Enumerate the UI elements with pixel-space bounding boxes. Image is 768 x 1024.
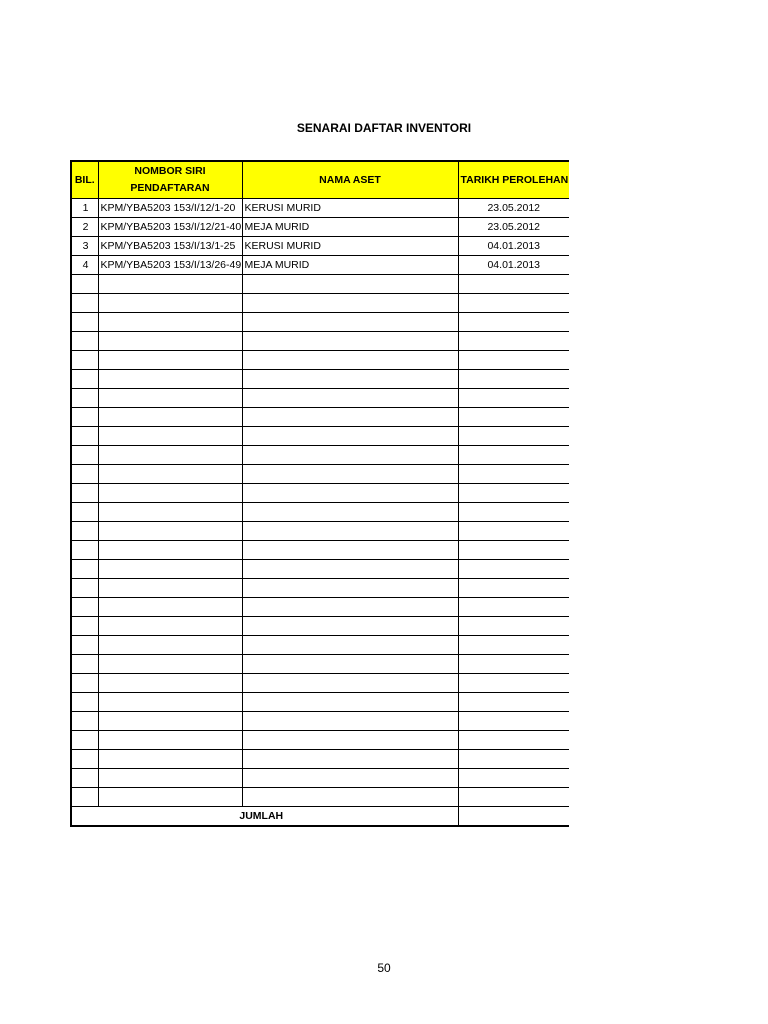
cell-tarikh (458, 275, 569, 294)
cell-tarikh (458, 332, 569, 351)
cell-bil (71, 446, 98, 465)
cell-tarikh (458, 522, 569, 541)
cell-nombor-siri (98, 788, 242, 807)
cell-bil (71, 617, 98, 636)
cell-tarikh (458, 598, 569, 617)
table-row (71, 674, 569, 693)
cell-nama-aset (242, 313, 458, 332)
column-header-nama-aset: NAMA ASET (242, 161, 458, 199)
cell-nombor-siri: KPM/YBA5203 153/I/13/26-49 (98, 256, 242, 275)
cell-nama-aset (242, 541, 458, 560)
table-row (71, 427, 569, 446)
cell-nama-aset (242, 370, 458, 389)
cell-nombor-siri (98, 370, 242, 389)
cell-bil (71, 351, 98, 370)
cell-tarikh (458, 351, 569, 370)
cell-bil (71, 503, 98, 522)
cell-tarikh (458, 465, 569, 484)
table-row (71, 465, 569, 484)
table-row (71, 446, 569, 465)
table-row (71, 332, 569, 351)
cell-bil (71, 332, 98, 351)
cell-bil (71, 750, 98, 769)
cell-nama-aset (242, 427, 458, 446)
cell-tarikh (458, 370, 569, 389)
cell-nama-aset (242, 674, 458, 693)
cell-tarikh (458, 446, 569, 465)
table-row (71, 712, 569, 731)
cell-nombor-siri (98, 332, 242, 351)
cell-nombor-siri (98, 636, 242, 655)
cell-nama-aset (242, 294, 458, 313)
cell-nombor-siri (98, 655, 242, 674)
cell-nama-aset (242, 788, 458, 807)
table-footer-row (71, 807, 569, 827)
cell-nama-aset (242, 636, 458, 655)
cell-bil (71, 484, 98, 503)
cell-nombor-siri (98, 541, 242, 560)
table-row (71, 788, 569, 807)
cell-nombor-siri (98, 408, 242, 427)
table-row (71, 636, 569, 655)
cell-tarikh (458, 674, 569, 693)
table-row (71, 484, 569, 503)
cell-nama-aset (242, 503, 458, 522)
cell-bil: 4 (71, 256, 98, 275)
cell-bil (71, 389, 98, 408)
cell-nombor-siri (98, 446, 242, 465)
table-row (71, 237, 569, 256)
cell-bil (71, 522, 98, 541)
table-row (71, 294, 569, 313)
inventory-table (70, 160, 569, 827)
cell-nama-aset (242, 655, 458, 674)
table-row (71, 370, 569, 389)
cell-nombor-siri (98, 313, 242, 332)
column-header-tarikh: TARIKH PEROLEHAN (458, 161, 569, 199)
cell-tarikh (458, 503, 569, 522)
table-row (71, 199, 569, 218)
cell-nombor-siri (98, 484, 242, 503)
cell-bil (71, 712, 98, 731)
table-row (71, 522, 569, 541)
cell-tarikh (458, 769, 569, 788)
cell-bil (71, 465, 98, 484)
cell-tarikh (458, 693, 569, 712)
cell-bil (71, 560, 98, 579)
cell-tarikh (458, 408, 569, 427)
cell-nombor-siri (98, 579, 242, 598)
cell-nama-aset: MEJA MURID (242, 218, 458, 237)
cell-tarikh (458, 731, 569, 750)
cell-bil (71, 313, 98, 332)
cell-tarikh: 04.01.2013 (458, 256, 569, 275)
cell-nombor-siri (98, 617, 242, 636)
table-row (71, 389, 569, 408)
column-header-bil: BIL. (71, 161, 98, 199)
cell-bil: 2 (71, 218, 98, 237)
cell-nombor-siri (98, 769, 242, 788)
table-row (71, 769, 569, 788)
cell-tarikh (458, 389, 569, 408)
cell-tarikh (458, 560, 569, 579)
table-row (71, 313, 569, 332)
cell-tarikh: 23.05.2012 (458, 199, 569, 218)
cell-nama-aset (242, 465, 458, 484)
cell-bil (71, 788, 98, 807)
cell-nama-aset: KERUSI MURID (242, 237, 458, 256)
cell-nama-aset (242, 389, 458, 408)
cell-bil: 1 (71, 199, 98, 218)
cell-nombor-siri (98, 598, 242, 617)
cell-bil (71, 598, 98, 617)
cell-nama-aset (242, 769, 458, 788)
cell-tarikh (458, 636, 569, 655)
cell-nama-aset (242, 522, 458, 541)
cell-nombor-siri (98, 674, 242, 693)
cell-bil (71, 731, 98, 750)
table-row (71, 218, 569, 237)
cell-bil: 3 (71, 237, 98, 256)
table-body (71, 199, 569, 807)
cell-nama-aset: KERUSI MURID (242, 199, 458, 218)
cell-nombor-siri: KPM/YBA5203 153/I/13/1-25 (98, 237, 242, 256)
cell-tarikh (458, 788, 569, 807)
table-row (71, 750, 569, 769)
cell-bil (71, 275, 98, 294)
table-row (71, 560, 569, 579)
cell-bil (71, 408, 98, 427)
cell-nama-aset (242, 332, 458, 351)
cell-tarikh (458, 541, 569, 560)
cell-bil (71, 579, 98, 598)
cell-nombor-siri (98, 731, 242, 750)
page-title: SENARAI DAFTAR INVENTORI (296, 121, 472, 135)
cell-tarikh (458, 617, 569, 636)
cell-nombor-siri (98, 712, 242, 731)
cell-nombor-siri (98, 503, 242, 522)
table-row (71, 351, 569, 370)
table-row (71, 541, 569, 560)
cell-bil (71, 674, 98, 693)
cell-nombor-siri (98, 427, 242, 446)
cell-bil (71, 636, 98, 655)
cell-nombor-siri (98, 560, 242, 579)
cell-nama-aset (242, 712, 458, 731)
table-row (71, 275, 569, 294)
cell-bil (71, 427, 98, 446)
cell-tarikh (458, 427, 569, 446)
cell-tarikh (458, 579, 569, 598)
table-row (71, 693, 569, 712)
cell-tarikh: 23.05.2012 (458, 218, 569, 237)
cell-nombor-siri (98, 351, 242, 370)
cell-nama-aset (242, 750, 458, 769)
cell-nombor-siri: KPM/YBA5203 153/I/12/1-20 (98, 199, 242, 218)
table-row (71, 579, 569, 598)
cell-bil (71, 693, 98, 712)
cell-nama-aset: MEJA MURID (242, 256, 458, 275)
cell-nombor-siri (98, 522, 242, 541)
page-number: 50 (377, 961, 391, 975)
cell-nombor-siri (98, 389, 242, 408)
cell-nombor-siri: KPM/YBA5203 153/I/12/21-40 (98, 218, 242, 237)
cell-tarikh: 04.01.2013 (458, 237, 569, 256)
cell-tarikh (458, 655, 569, 674)
table-row (71, 256, 569, 275)
cell-nama-aset (242, 617, 458, 636)
cell-bil (71, 769, 98, 788)
cell-nama-aset (242, 408, 458, 427)
cell-nama-aset (242, 579, 458, 598)
cell-bil (71, 541, 98, 560)
cell-nama-aset (242, 484, 458, 503)
table-row (71, 655, 569, 674)
cell-bil (71, 294, 98, 313)
table-row (71, 617, 569, 636)
cell-tarikh (458, 712, 569, 731)
cell-nama-aset (242, 351, 458, 370)
jumlah-value (458, 807, 569, 827)
cell-nama-aset (242, 731, 458, 750)
cell-nama-aset (242, 693, 458, 712)
column-header-nombor-siri: NOMBOR SIRI PENDAFTARAN (98, 161, 242, 199)
table-row (71, 503, 569, 522)
cell-nama-aset (242, 275, 458, 294)
cell-tarikh (458, 294, 569, 313)
cell-nama-aset (242, 560, 458, 579)
cell-nombor-siri (98, 750, 242, 769)
cell-nombor-siri (98, 294, 242, 313)
cell-nama-aset (242, 446, 458, 465)
cell-tarikh (458, 484, 569, 503)
cell-nombor-siri (98, 465, 242, 484)
cell-nama-aset (242, 598, 458, 617)
table-row (71, 731, 569, 750)
cell-bil (71, 370, 98, 389)
cell-tarikh (458, 750, 569, 769)
cell-bil (71, 655, 98, 674)
table-row (71, 408, 569, 427)
cell-nombor-siri (98, 275, 242, 294)
table-header-row (71, 161, 569, 199)
cell-tarikh (458, 313, 569, 332)
table-row (71, 598, 569, 617)
jumlah-label: JUMLAH (71, 807, 458, 827)
cell-nombor-siri (98, 693, 242, 712)
